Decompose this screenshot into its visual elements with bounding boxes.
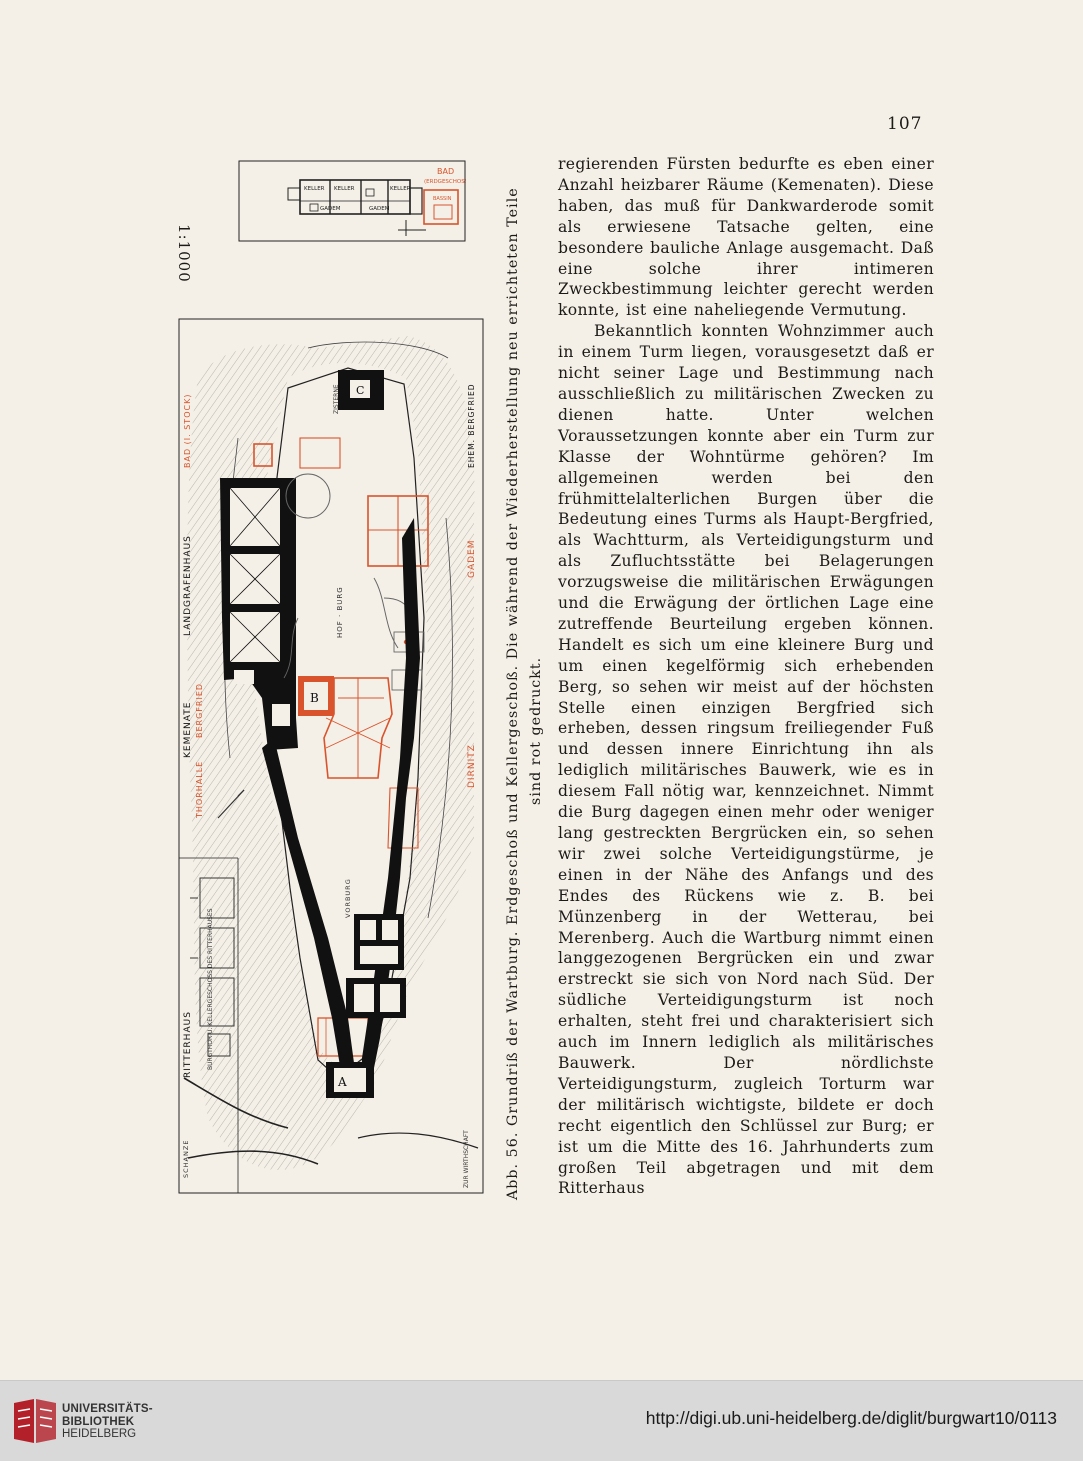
plan-label-hof-burg: HOF · BURG xyxy=(336,586,344,638)
permalink-url[interactable]: http://digi.ub.uni-heidelberg.de/diglit/burgwart10/0113 xyxy=(645,1408,1057,1428)
inset-label-keller-2: KELLER xyxy=(334,186,355,192)
inset-label-bad: BAD xyxy=(437,167,455,176)
inset-label-basin: BASSIN xyxy=(433,196,452,202)
plan-label-kemenate: KEMENATE xyxy=(183,701,193,758)
inset-label-keller-3: KELLER xyxy=(390,186,411,192)
plan-marker-c: C xyxy=(356,384,365,397)
institution-line-1: UNIVERSITÄTS- xyxy=(62,1403,153,1415)
plan-label-dirnitz: DIRNITZ xyxy=(467,744,477,788)
plan-label-gadem: GADEM xyxy=(467,539,477,578)
inset-label-erdgeschoss: (ERDGESCHOSS) xyxy=(424,179,466,185)
plan-label-bergfried: BERGFRIED xyxy=(195,682,204,738)
plan-label-burgthor: BURGTHOR U. KELLERGESCHOSS DES RITTERHAUSES xyxy=(207,908,214,1070)
plan-label-ehem-bergfried: EHEM. BERGFRIED xyxy=(467,383,476,468)
plan-label-landgrafenhaus: LANDGRAFENHAUS xyxy=(183,535,193,636)
inset-label-gadem-2: GADEM xyxy=(369,206,390,212)
paragraph: Bekanntlich konnten Wohnzimmer auch in einem Turm liegen, vorausgesetzt daß er nicht seiner Lage und Bestimmung nach ausschließlich zu militärischen Zwecken zu dienen hatte. Unter welchen Voraussetzungen konnte aber ein Turm zur Klasse der Wohntürme gehören? Im allgemeinen werden bei den frühmittelalterlichen Burgen über die Bedeutung eines Turms als Haupt-Bergfried, als Wachtturm, als Verteidigungsturm und als Zufluchtsstätte bei Belagerungen vorzugsweise die militärischen Erwägungen und die Erwägung der örtlichen Lage eine zutreffende Beurteilung ergeben können. Handelt es sich um eine kleinere Burg und um einen kegelförmig sich erhebenden Berg, so sehen wir meist auf der höchsten Stelle einen einzigen Bergfried sich erheben, dessen ringsum freiliegender Fuß und dessen innere Einrichtung ihn als lediglich militärisches Bauwerk, wie es in diesem Fall nötig war, kennzeichnet. Nimmt die Burg dagegen einen mehr oder weniger lang gestreckten Bergrücken ein, so sehen wir zwei solche Verteidigungstürme, je einen in der Nähe des Anfangs und des Endes des Rückens wie z. B. bei Münzenberg in der Wetterau, bei Merenberg. Auch die Wartburg nimmt einen langgezogenen Bergrücken ein und zwar erstreckt sie sich von Nord nach Süd. Der südliche Verteidigungsturm ist noch erhalten, steht frei und charakterisiert sich auch im Innern lediglich als militärisches Bauwerk. Der nördlichste Verteidigungsturm, zugleich Torturm war der militärisch wichtigste, bildete er doch recht eigentlich den Schlüssel zur Burg; er ist um die Mitte des 16. Jahrhunderts zum großen Teil abgetragen und mit dem Ritterhaus xyxy=(558,322,934,1198)
viewer-footer xyxy=(0,1380,1083,1461)
scale-label: 1:1000 xyxy=(175,224,193,283)
plan-marker-b: B xyxy=(310,691,319,705)
body-text-column xyxy=(558,154,934,1199)
institution-name xyxy=(62,1403,153,1441)
plan-label-zisterne: ZISTERNE xyxy=(333,384,340,414)
inset-floor-plan xyxy=(238,160,466,242)
plan-label-schanze: SCHANZE xyxy=(182,1139,190,1178)
institution-line-2: BIBLIOTHEK xyxy=(62,1415,135,1428)
inset-label-gadem-1: GADEM xyxy=(320,206,341,212)
institution-line-3: HEIDELBERG xyxy=(62,1428,137,1440)
inset-plan-drawing xyxy=(238,160,466,242)
figure-caption-continued: sind rot gedruckt. xyxy=(528,656,544,805)
plan-label-vorburg: VORBURG xyxy=(344,878,352,918)
figure-caption: Abb. 56. Grundriß der Wartburg. Erdgeschoß und Kellergeschoß. Die während der Wiederherstellung neu errichteten Teile xyxy=(505,187,521,1200)
castle-floor-plan xyxy=(178,318,484,1194)
paragraph: regierenden Fürsten bedurfte es eben einer Anzahl heizbarer Räume (Kemenaten). Diese haben, das muß für Dankwarderode somit als erwiesene Tatsache gelten, eine besondere bauliche Anlage ausgemacht. Daß eine solche ihrer intimeren Zweckbestimmung leichter gerecht werden konnte, ist eine naheliegende Vermutung. xyxy=(558,155,934,320)
plan-label-thorhalle: THORHALLE xyxy=(195,760,204,818)
castle-plan-drawing xyxy=(178,318,484,1194)
page-number: 107 xyxy=(887,114,923,134)
plan-label-ritterhaus: RITTERHAUS xyxy=(183,1011,193,1078)
plan-marker-a: A xyxy=(338,1075,347,1089)
plan-label-bad: BAD (I. STOCK) xyxy=(183,393,192,468)
inset-label-keller-1: KELLER xyxy=(304,186,325,192)
university-seal-icon xyxy=(12,1397,58,1445)
plan-label-zur-wirthschaft: ZUR WIRTHSCHAFT xyxy=(463,1130,470,1188)
